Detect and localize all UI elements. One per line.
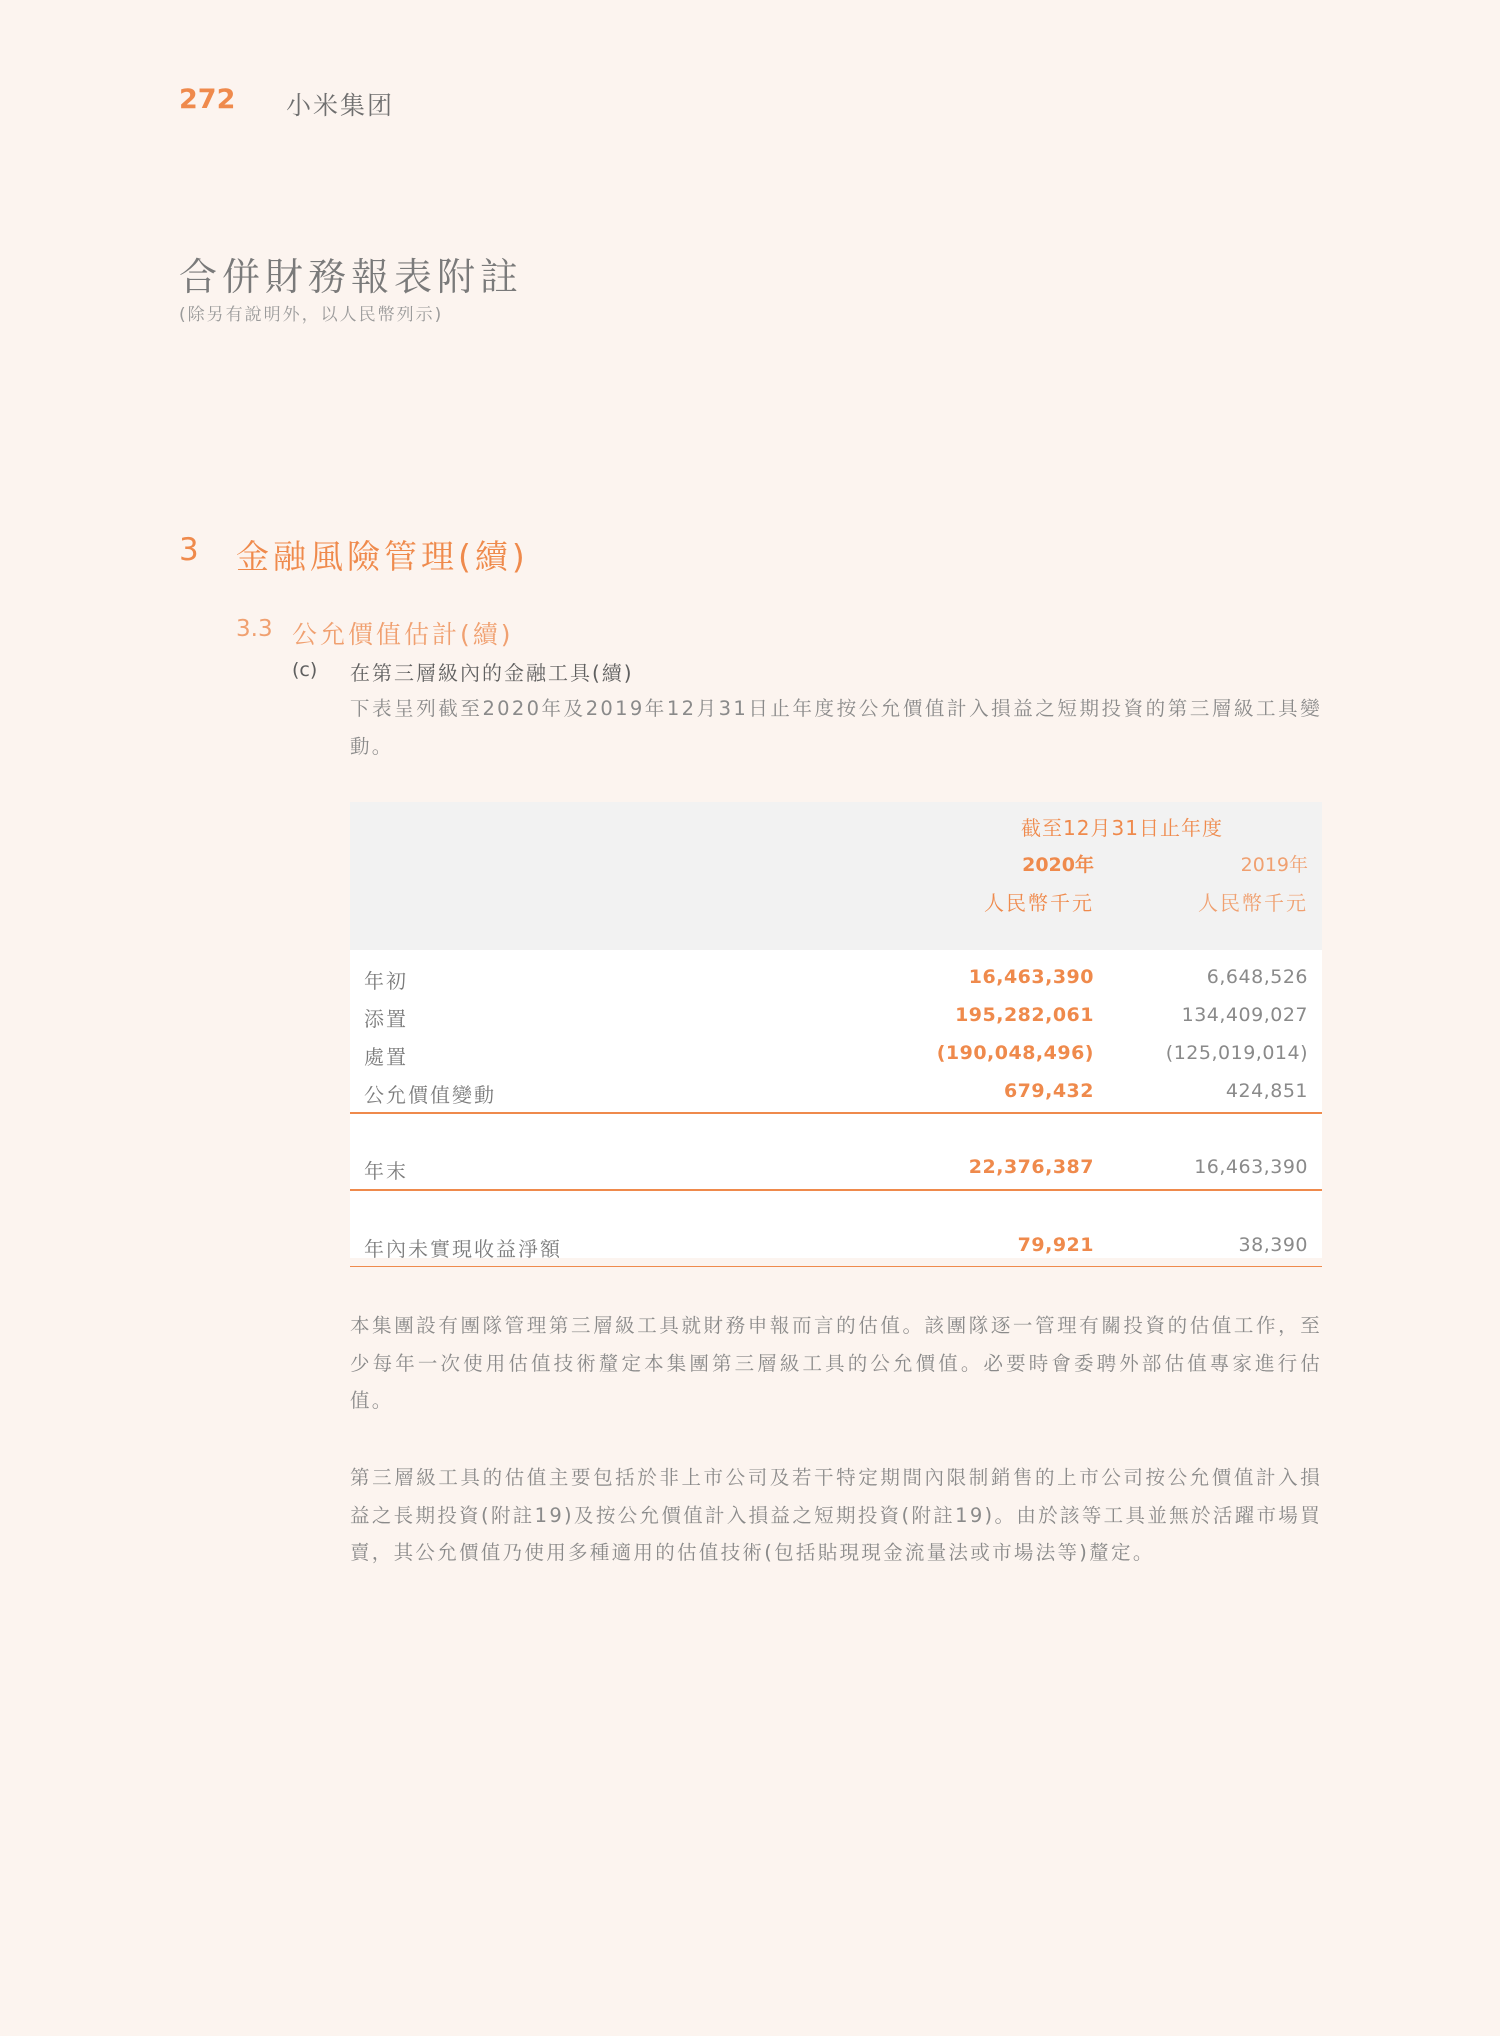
table-header <box>350 802 1322 950</box>
table-row <box>350 996 1322 1034</box>
body-paragraph-1: 本集團設有團隊管理第三層級工具就財務申報而言的估值。該團隊逐一管理有關投資的估值工作，至少每年一次使用估值技術釐定本集團第三層級工具的公允價值。必要時會委聘外部估值專家進行估值。 <box>350 1314 1322 1412</box>
level3-movement-table <box>350 802 1322 1261</box>
intro-paragraph: 下表呈列截至2020年及2019年12月31日止年度按公允價值計入損益之短期投資的第三層級工具變動。 <box>350 697 1322 758</box>
bottom-rule <box>350 1266 1322 1267</box>
unit-header-2020: 人民幣千元 <box>984 891 1094 915</box>
value-2019: (125,019,014) <box>1165 1042 1308 1064</box>
row-label: 年內未實現收益淨額 <box>364 1237 562 1261</box>
item-title: 在第三層級內的金融工具(續) <box>350 661 634 685</box>
table-row <box>350 1072 1322 1110</box>
row-label: 處置 <box>364 1045 408 1069</box>
subtotal-rule <box>350 1112 1322 1114</box>
document-subtitle: (除另有說明外，以人民幣列示) <box>179 305 444 325</box>
row-label: 公允價值變動 <box>364 1083 496 1107</box>
value-2020: 22,376,387 <box>968 1156 1094 1178</box>
table-row <box>350 1148 1322 1186</box>
total-rule <box>350 1189 1322 1191</box>
section-title: 金融風險管理(續) <box>236 537 529 576</box>
subsection-number: 3.3 <box>236 616 273 642</box>
item-number: (c) <box>292 659 318 681</box>
value-2020: 16,463,390 <box>968 966 1094 988</box>
value-2020: (190,048,496) <box>936 1042 1094 1064</box>
document-title: 合併財務報表附註 <box>179 255 524 299</box>
value-2020: 679,432 <box>1003 1080 1094 1102</box>
table-row <box>350 1034 1322 1072</box>
subsection-title: 公允價值估計(續) <box>292 620 514 649</box>
period-header: 截至12月31日止年度 <box>1021 816 1223 840</box>
value-2019: 6,648,526 <box>1206 966 1308 988</box>
value-2019: 16,463,390 <box>1194 1156 1308 1178</box>
value-2020: 195,282,061 <box>955 1004 1094 1026</box>
row-label: 年末 <box>364 1159 408 1183</box>
value-2019: 424,851 <box>1225 1080 1308 1102</box>
value-2019: 38,390 <box>1238 1234 1308 1256</box>
table-body <box>350 950 1322 1261</box>
section-number: 3 <box>179 532 199 568</box>
page-number: 272 <box>179 84 236 115</box>
value-2019: 134,409,027 <box>1181 1004 1308 1026</box>
table-row <box>350 1226 1322 1264</box>
company-name: 小米集团 <box>286 91 395 120</box>
table-row <box>350 958 1322 996</box>
value-2020: 79,921 <box>1017 1234 1094 1256</box>
row-label: 年初 <box>364 969 408 993</box>
column-header-2020: 2020年 <box>1022 854 1094 876</box>
unit-header-2019: 人民幣千元 <box>1198 891 1308 915</box>
column-header-2019: 2019年 <box>1240 854 1308 876</box>
row-label: 添置 <box>364 1007 408 1031</box>
body-paragraph-2: 第三層級工具的估值主要包括於非上市公司及若干特定期間內限制銷售的上市公司按公允價值計入損益之長期投資(附註19)及按公允價值計入損益之短期投資(附註19)。由於該等工具並無於活躍市場買賣，其公允價值乃使用多種適用的估值技術(包括貼現現金流量法或市場法等)釐定。 <box>350 1466 1322 1564</box>
